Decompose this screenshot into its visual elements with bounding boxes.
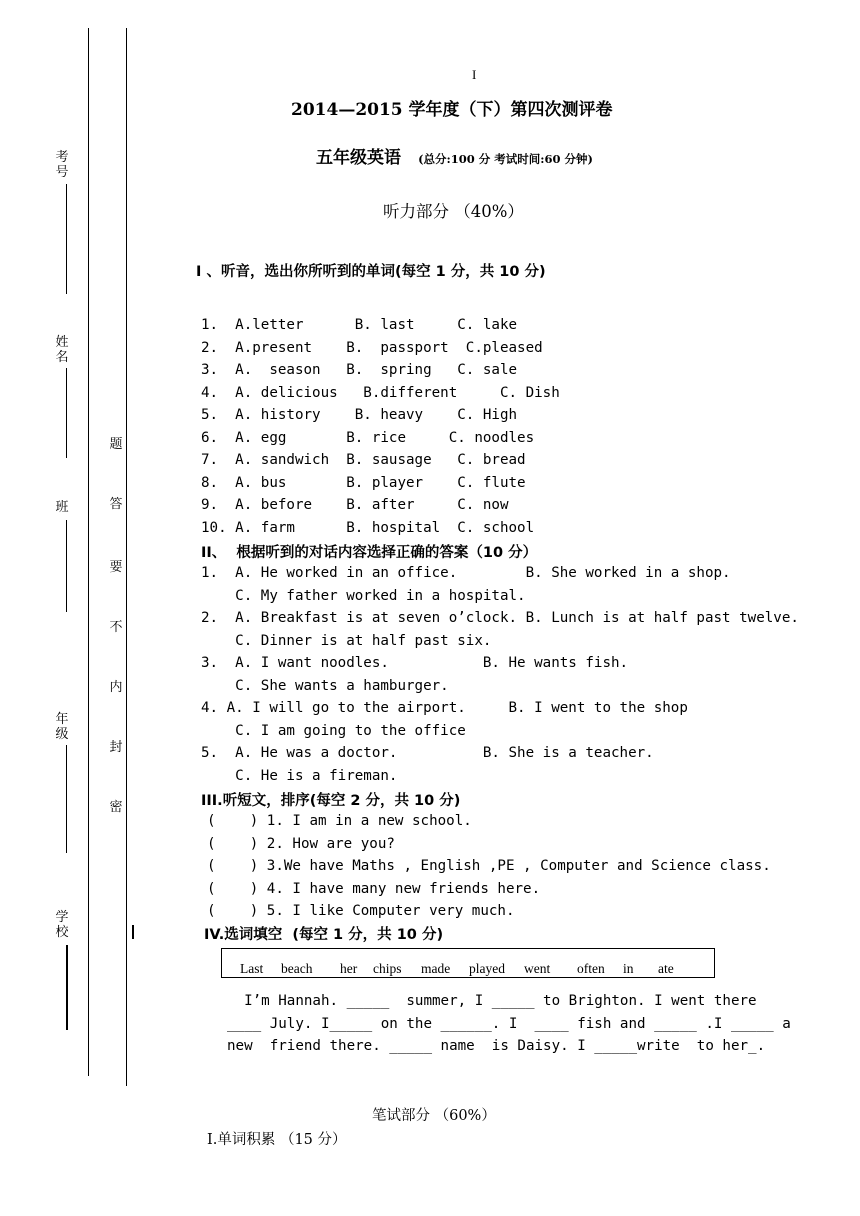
margin-line-left	[88, 28, 89, 1076]
margin-label-class: 班	[55, 500, 69, 515]
word-bank-item: in	[623, 961, 634, 976]
margin-label-name: 姓名	[55, 335, 69, 365]
list-item: ( ) 2. How are you?	[207, 835, 395, 852]
list-item: 3. A. I want noodles. B. He wants fish.	[201, 655, 629, 671]
list-item: 5. A. He was a doctor. B. She is a teacher.	[201, 745, 654, 761]
passage-line: I’m Hannah. _____ summer, I _____ to Brighton. I went there	[227, 993, 757, 1009]
list-item: C. He is a fireman.	[201, 767, 398, 784]
margin-label-exam-no: 考号	[55, 150, 69, 180]
list-item: 1. A. He worked in an office. B. She worked in a shop.	[201, 565, 731, 581]
word-bank-item: her	[340, 961, 358, 976]
subject-title: 五年级英语	[316, 148, 401, 168]
fill-in-passage	[227, 990, 791, 1058]
list-item: 1. A.letter B. last C. lake	[201, 317, 518, 333]
list-item: 4. A. delicious B.different C. Dish	[201, 384, 560, 401]
passage-line: ____ July. I_____ on the ______. I ____ fish and _____ .I _____ a	[227, 1015, 791, 1032]
listening-title: 听力部分 （40%）	[383, 202, 524, 221]
passage-line: new friend there. _____ name is Daisy. I _____write to her_.	[227, 1038, 766, 1054]
list-item: ( ) 4. I have many new friends here.	[207, 880, 541, 897]
margin-label-school: 学校	[55, 910, 69, 940]
list-item: ( ) 5. I like Computer very much.	[207, 903, 515, 919]
list-item: ( ) 1. I am in a new school.	[207, 813, 472, 829]
section-1-title: Ⅰ 、听音，选出你所听到的单词(每空 1 分，共 10 分)	[196, 264, 546, 280]
list-item: ( ) 3.We have Maths , English ,PE , Computer and Science class.	[207, 858, 771, 874]
list-item: C. My father worked in a hospital.	[201, 587, 526, 604]
name-underline	[66, 368, 67, 458]
section-3-title: III.听短文，排序(每空 2 分，共 10 分)	[201, 793, 461, 809]
word-bank-item: Last	[240, 961, 264, 976]
list-item: 7. A. sandwich B. sausage C. bread	[201, 452, 526, 468]
section-3-list	[207, 810, 771, 923]
section-1-list	[201, 314, 560, 539]
list-item: 9. A. before B. after C. now	[201, 497, 509, 513]
grade-underline	[66, 745, 67, 853]
list-item: 10. A. farm B. hospital C. school	[201, 519, 535, 536]
seal-char: 封	[109, 740, 123, 755]
seal-char: 要	[109, 560, 123, 575]
exam-title: 2014—2015 学年度（下）第四次测评卷	[291, 100, 613, 120]
margin-line-right	[126, 28, 127, 1086]
list-item: 6. A. egg B. rice C. noodles	[201, 429, 535, 446]
list-item: 3. A. season B. spring C. sale	[201, 362, 518, 378]
list-item: 5. A. history B. heavy C. High	[201, 407, 518, 423]
word-bank-item: made	[421, 961, 451, 976]
section-2-list	[201, 562, 799, 787]
seal-char: 不	[109, 620, 123, 635]
word-bank-item: played	[469, 961, 505, 976]
school-underline	[66, 945, 68, 1030]
page-roman-numeral: I	[472, 67, 477, 82]
seal-char: 答	[109, 497, 123, 512]
list-item: C. I am going to the office	[201, 722, 466, 739]
subject-note: (总分:100 分 考试时间:60 分钟)	[418, 152, 593, 166]
writing-subtitle: I.单词积累 （15 分）	[207, 1132, 347, 1148]
section-2-title: II、 根据听到的对话内容选择正确的答案（10 分）	[201, 545, 538, 561]
seal-char: 内	[109, 680, 123, 695]
section-4-title: IV.选词填空 (每空 1 分，共 10 分)	[204, 927, 444, 943]
list-item: C. Dinner is at half past six.	[201, 632, 492, 649]
list-item: C. She wants a hamburger.	[201, 677, 449, 694]
word-bank-item: beach	[281, 961, 313, 976]
margin-mark	[132, 925, 134, 939]
word-bank-item: went	[524, 961, 551, 976]
list-item: 2. A.present B. passport C.pleased	[201, 339, 543, 356]
writing-title: 笔试部分 （60%）	[372, 1108, 496, 1124]
list-item: 4. A. I will go to the airport. B. I went to the shop	[201, 700, 688, 716]
seal-char: 密	[109, 800, 123, 815]
margin-label-grade: 年级	[55, 712, 69, 742]
class-underline	[66, 520, 67, 612]
list-item: 8. A. bus B. player C. flute	[201, 474, 526, 491]
word-bank-box	[221, 948, 715, 978]
word-bank-item: often	[577, 961, 605, 976]
word-bank-item: chips	[373, 961, 402, 976]
word-bank-item: ate	[658, 961, 674, 976]
subject-line	[316, 143, 593, 168]
list-item: 2. A. Breakfast is at seven o’clock. B. Lunch is at half past twelve.	[201, 610, 799, 626]
exam-no-underline	[66, 184, 67, 294]
seal-char: 题	[109, 437, 123, 452]
